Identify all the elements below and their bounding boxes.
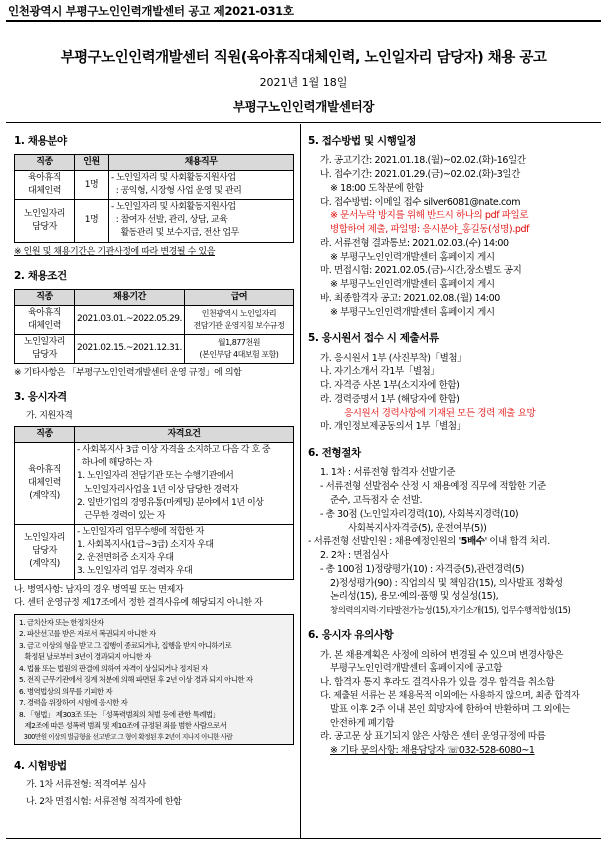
table-header: 인원 [75,155,109,171]
section-heading: 3. 응시자격 [14,391,67,404]
table-cell: 1명 [75,200,109,242]
list-note-red: ※ 문서누락 방지를 위해 반드시 하나의 pdf 파일로 [330,210,529,222]
contact-info: ※ 기타 문의사항: 채용담당자 ☏032-528-6080~1 [330,745,535,757]
table-cell: 노인일자리 담당자 (계약직) [15,524,75,579]
table-header: 직종 [15,289,75,305]
section-heading: 1. 채용분야 [14,135,67,147]
table-header: 급여 [184,289,293,305]
list-item: 6. 병역법상의 의무를 기피한 자 [19,686,113,696]
list-item: 라. 경력증명서 1부 (해당자에 한함) [320,393,460,405]
table-row [15,305,294,334]
disqualification-box [14,614,294,745]
list-item: 창의력의지력·기타발전가능성(15),자기소개(15), 업무수행적합성(15) [330,605,571,616]
table-cell: 2021.03.01.~2022.05.29. [75,305,185,334]
table-cell: - 노인일자리 및 사회활동지원사업 : 참여자 선발, 관리, 상담, 교육 활동관리 및 보수지급, 전산 업무 [109,200,294,242]
list-item: 바. 최종합격자 공고: 2021.02.08.(월) 14:00 [320,292,500,304]
table-cell: 월1,877천원 (본인부담 4대보험 포함) [184,334,293,363]
table-cell: 인천광역시 노인일자리 전담기관 운영지침 보수규정 [184,305,293,334]
list-item: - 서류전형 선발점수 산정 시 채용예정 직무에 적합한 기준 [320,481,546,493]
list-item: 라. 서류전형 결과통보: 2021.02.03.(수) 14:00 [320,237,509,249]
list-item: 제2조에 따른 성폭력 범죄 및 제10조에 규정된 죄를 범한 사람으로서 [19,721,227,731]
body-bottom-rule [6,838,601,839]
list-item: 확정된 날로부터 3년이 경과되지 아니한 자 [19,652,151,662]
list-item: 마. 개인정보제공동의서 1부「별첨」 [320,421,466,433]
page-title: 부평구노인인력개발센터 직원(육아휴직대체인력, 노인일자리 담당자) 채용 공고 [60,50,547,66]
table-cell: 2021.02.15.~2021.12.31. [75,334,185,363]
list-item: 나. 2차 면접시험: 서류전형 적격자에 한함 [26,797,182,808]
note: ※ 기타사항은 「부평구노인인력개발센터 운영 규정」에 의함 [14,368,242,378]
table-header: 채용기간 [75,289,185,305]
list-item: 부평구노인인력개발센터 홈페이지에 공고함 [330,663,503,675]
list-item: 3. 금고 이상의 형을 받고 그 집행이 종료되거나, 집행을 받지 아니하기로 [19,640,232,650]
disqualification-intro: 다. 센터 운영규정 제17조에서 정한 결격사유에 해당되지 아니한 자 [14,597,263,608]
note: ※ 인원 및 채용기간은 기관사정에 따라 변경될 수 있음 [14,246,216,257]
table-header: 채용직무 [109,155,294,171]
section-heading: 4. 시험방법 [14,759,67,772]
list-item: 8. 「형법」 제303조 또는 「성폭력범죄의 처벌 등에 관한 특례법」 [19,709,220,719]
list-item: 다. 자격증 사본 1부(소지자에 한함) [320,380,460,392]
list-item: 5. 전직 근무기관에서 징계 처분에 의해 파면된 후 2년 이상 경과 되지 아니한 자 [19,675,253,685]
list-item: 2. 파산선고를 받은 자로서 복권되지 아니한 자 [19,629,156,639]
list-text: - 서류전형 선발인원 : 채용예정인원의 ' [308,536,461,548]
list-note: ※ 부평구노인인력개발센터 홈페이지 게시 [330,306,495,318]
section-heading: 5. 접수방법 및 시행일정 [308,135,416,147]
header-rule [6,20,601,22]
section-heading: 2. 채용조건 [14,269,67,282]
table-cell: - 노인일자리 및 사회활동지원사업 : 공익형, 시장형 사업 운영 및 관리 [109,171,294,200]
military-requirement: 나. 병역사항: 남자의 경우 병역필 또는 면제자 [14,584,184,595]
list-item [308,535,600,549]
table-header: 직종 [15,155,75,171]
list-note-red: 응시원서 경력사항에 기재된 모든 경력 제출 요망 [344,407,536,419]
notice-number: 인천광역시 부평구노인인력개발센터 공고 제2021-031호 [8,4,294,18]
list-item: 4. 법률 또는 법원의 판결에 의하여 자격이 상실되거나 정지된 자 [19,663,208,673]
notice-date: 2021년 1월 18일 [259,76,348,89]
table-row [15,171,294,200]
list-text: ' 이내 합격 처리. [484,536,550,548]
issuer-name: 부평구노인인력개발센터장 [232,99,375,114]
list-item: 나. 접수기간: 2021.01.29.(금)~02.02.(화)-3일간 [320,168,520,180]
table-cell: 육아휴직 대체인력 [15,305,75,334]
table-cell: - 노인일자리 업무수행에 적합한 자 1. 사회복지사(1급~3급) 소지자 우대 2. 운전면허증 소지자 우대 3. 노인일자리 업무 경력자 우대 [75,524,294,579]
list-item: 라. 공고문 상 표기되지 않은 사항은 센터 운영규정에 따름 [320,731,546,743]
table-cell: 노인일자리 담당자 [15,200,75,242]
table-cell: 육아휴직 대체인력 [15,171,75,200]
subsection-label: 가. 지원자격 [26,411,73,422]
list-item: 안전하게 폐기함 [330,717,395,729]
left-column [14,130,294,809]
table-header: 직종 [15,427,75,443]
list-item: 1. 1차 : 서류전형 합격자 선발기준 [320,467,456,479]
body-top-rule [6,122,601,123]
table-row [15,524,294,579]
list-note: ※ 부평구노인인력개발센터 홈페이지 게시 [330,279,495,291]
list-note: ※ 부평구노인인력개발센터 홈페이지 게시 [330,251,495,263]
table-cell: - 사회복지사 3급 이상 자격을 소지하고 다음 각 호 중 하나에 해당하는 자 1. 노인일자리 전담기관 또는 수행기관에서 노인일자리사업을 1년 이상 담당한 경력자 2. 일반기업의 경영유통(마케팅) 분야에서 1년 이상 근무한 경력이 있는 자 [75,443,294,524]
list-note-red: 병합하여 제출, 파일명: 응시분야_홍길동(성명).pdf [330,224,530,236]
list-item: 사회복지사자격증(5), 운전여부(5)) [348,522,487,534]
list-item: 나. 자기소개서 각1부「별첨」 [320,366,440,378]
section-heading: 6. 전형절차 [308,447,361,460]
list-item: 2)정성평가(90) : 직업의식 및 책임감(15), 의사발표 정확성 [330,577,563,589]
table-row [15,443,294,524]
list-item: 발표 이후 2주 이내 본인 희망자에 한하여 반환하며 그 외에는 [330,703,570,715]
table-row [15,334,294,363]
recruit-field-table [14,154,294,242]
emphasis-text: 5배수 [460,536,485,548]
list-item: 1. 금치산자 또는 한정치산자 [19,617,104,627]
list-item: 7. 경력을 위장하여 시험에 응시한 자 [19,698,128,708]
table-cell: 육아휴직 대체인력 (계약직) [15,443,75,524]
list-item: 마. 면접시험: 2021.02.05.(금)-시간,장소별도 공지 [320,265,522,277]
section-heading: 5. 응시원서 접수 시 제출서류 [308,332,439,345]
list-item: 다. 접수방법: 이메일 접수 silver6081@nate.com [320,196,521,208]
list-note: ※ 18:00 도착분에 한함 [330,182,424,194]
list-item: 다. 제출된 서류는 본 채용목적 이외에는 사용하지 않으며, 최종 합격자 [320,690,580,701]
table-header: 자격요건 [75,427,294,443]
list-item: - 총 30점 (노인일자리경력(10), 사회복지경력(10) [320,508,519,520]
list-item: 가. 공고기간: 2021.01.18.(월)~02.02.(화)-16일간 [320,155,526,167]
conditions-table [14,289,294,364]
table-row [15,200,294,242]
list-item: 2. 2차 : 면접심사 [320,550,389,562]
section-heading: 6. 응시자 유의사항 [308,629,394,642]
table-cell: 1명 [75,171,109,200]
list-item: 논리성(15), 용모·예의·품행 및 성실성(15), [330,591,499,603]
list-item: 가. 응시원서 1부 (사진부착)「별첨」 [320,352,467,364]
list-item: - 총 100점 1)정량평가(10) : 자격증(5),관련경력(5) [320,563,524,575]
list-item: 가. 본 채용계획은 사정에 의하여 변경될 수 있으며 변경사항은 [320,649,564,661]
list-item: 준수, 고득점자 순 선발. [330,494,423,506]
list-item: 나. 합격자 통지 후라도 결격사유가 있을 경우 합격을 취소함 [320,677,555,689]
list-item: 가. 1차 서류전형: 적격여부 심사 [26,780,146,791]
list-item: 300만원 이상의 벌금형을 선고받고 그 형이 확정된 후 2년이 지나지 아니한 사람 [19,732,233,741]
qualification-table [14,426,294,580]
right-column [308,130,600,758]
table-cell: 노인일자리 담당자 [15,334,75,363]
column-divider [300,124,301,839]
